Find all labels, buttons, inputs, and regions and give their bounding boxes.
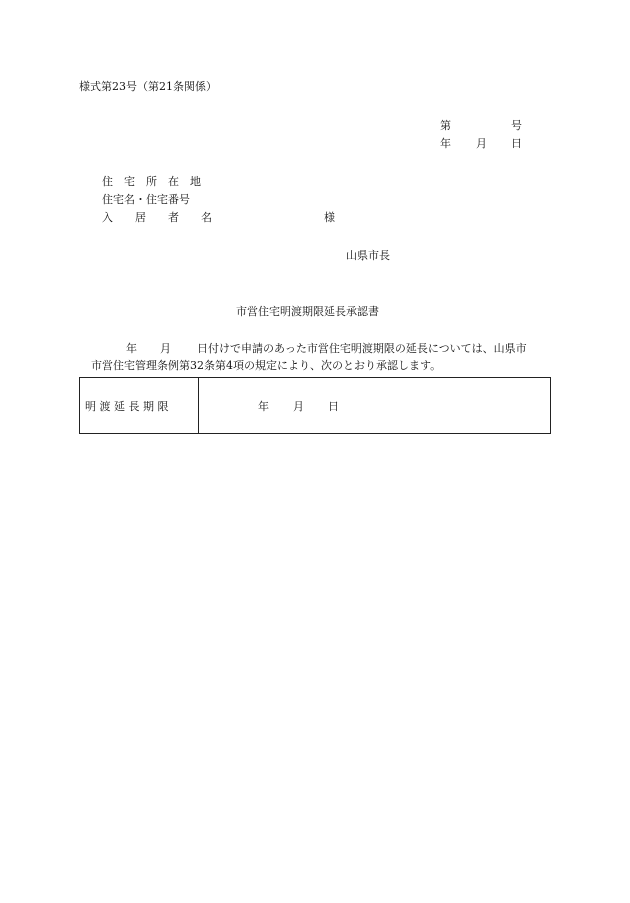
header-year: 年 (440, 137, 451, 150)
table-day: 日 (328, 400, 339, 413)
document-title: 市営住宅明渡期限延長承認書 (236, 305, 379, 318)
table-divider (198, 378, 199, 433)
form-number: 様式第23号（第21条関係） (79, 80, 217, 93)
resident-label: 入 居 者 名 (102, 211, 212, 224)
header-month: 月 (476, 137, 487, 150)
name-number-label: 住宅名・住宅番号 (102, 193, 190, 206)
table-month: 月 (293, 400, 304, 413)
location-label: 住 宅 所 在 地 (102, 175, 201, 188)
body-year: 年 (126, 342, 137, 355)
body-line2: 市営住宅管理条例第32条第4項の規定により、次のとおり承認します。 (91, 359, 442, 372)
table-year: 年 (258, 400, 269, 413)
body-line1: 日付けで申請のあった市営住宅明渡期限の延長については、山県市 (197, 342, 527, 355)
body-month: 月 (160, 342, 171, 355)
honorific: 様 (324, 211, 335, 224)
header-day: 日 (511, 137, 522, 150)
header-go: 号 (511, 119, 522, 132)
header-dai: 第 (440, 119, 451, 132)
issuer: 山県市長 (346, 249, 390, 262)
extension-period-label: 明 渡 延 長 期 限 (85, 400, 169, 413)
extension-period-table (79, 377, 551, 434)
